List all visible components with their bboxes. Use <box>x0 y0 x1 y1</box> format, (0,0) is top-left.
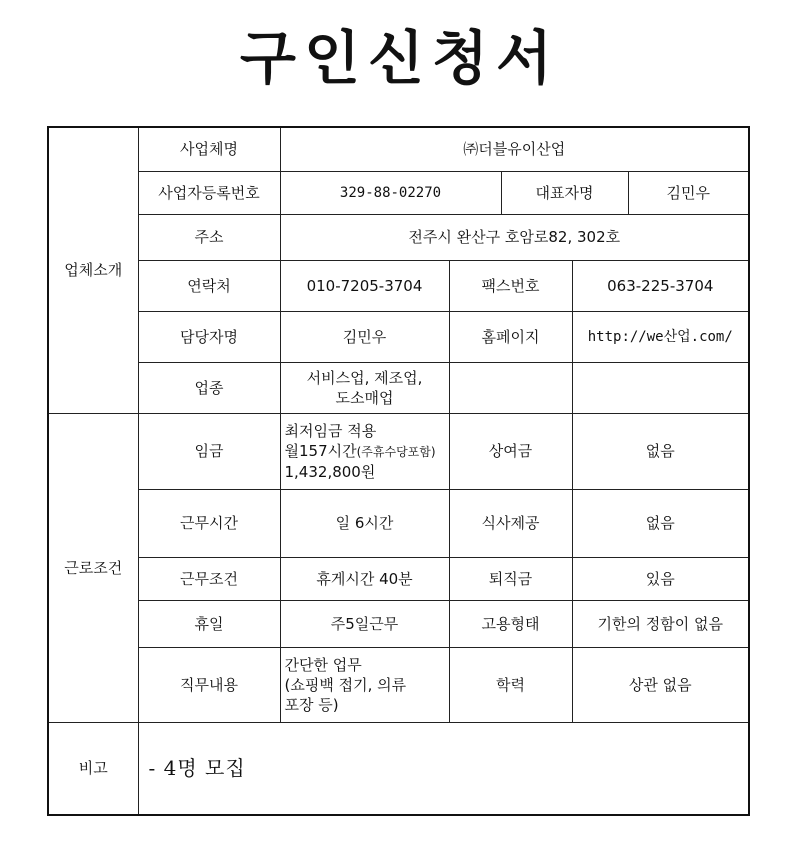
industry-line1: 서비스업, 제조업, <box>306 368 423 387</box>
homepage-label: 홈페이지 <box>449 311 572 362</box>
row-contact <box>48 260 749 311</box>
company-name-value: ㈜더블유이산업 <box>280 127 749 171</box>
ceo-value: 김민우 <box>628 171 749 214</box>
job-application-table <box>47 126 750 816</box>
reg-no-value: 329-88-02270 <box>280 171 501 214</box>
employment-value: 기한의 정함이 없음 <box>572 600 749 647</box>
bonus-label: 상여금 <box>449 413 572 489</box>
industry-empty-2 <box>572 362 749 413</box>
address-value: 전주시 완산구 호암로82, 302호 <box>280 214 749 260</box>
manager-label: 담당자명 <box>138 311 280 362</box>
industry-label: 업종 <box>138 362 280 413</box>
severance-value: 있음 <box>572 557 749 600</box>
duties-label: 직무내용 <box>138 647 280 722</box>
hours-label: 근무시간 <box>138 489 280 557</box>
wage-line2 <box>285 441 445 462</box>
holiday-label: 휴일 <box>138 600 280 647</box>
ceo-label: 대표자명 <box>501 171 628 214</box>
homepage-value: http://we산업.com/ <box>572 311 749 362</box>
row-duties <box>48 647 749 722</box>
wage-hours: 월157시간 <box>284 441 357 460</box>
contact-value: 010-7205-3704 <box>280 260 449 311</box>
fax-value: 063-225-3704 <box>572 260 749 311</box>
row-industry <box>48 362 749 413</box>
industry-line2: 도소매업 <box>335 388 394 407</box>
duties-line2: (쇼핑백 접기, 의류 <box>284 675 407 694</box>
row-remarks <box>48 722 749 815</box>
reg-no-label: 사업자등록번호 <box>138 171 280 214</box>
wage-value <box>280 413 449 489</box>
row-company-name <box>48 127 749 171</box>
row-hours <box>48 489 749 557</box>
holiday-value: 주5일근무 <box>280 600 449 647</box>
section-remarks-label: 비고 <box>48 722 138 815</box>
company-name-label: 사업체명 <box>138 127 280 171</box>
row-reg-no <box>48 171 749 214</box>
hours-value: 일 6시간 <box>280 489 449 557</box>
row-manager <box>48 311 749 362</box>
wage-line1: 최저임금 적용 <box>284 421 377 440</box>
section-company-label: 업체소개 <box>48 127 138 413</box>
wage-line3: 1,432,800원 <box>284 462 376 481</box>
industry-empty-1 <box>449 362 572 413</box>
contact-label: 연락처 <box>138 260 280 311</box>
fax-label: 팩스번호 <box>449 260 572 311</box>
education-label: 학력 <box>449 647 572 722</box>
severance-label: 퇴직금 <box>449 557 572 600</box>
duties-value <box>280 647 449 722</box>
section-work-label: 근로조건 <box>48 413 138 722</box>
wage-label: 임금 <box>138 413 280 489</box>
wage-note: (주휴수당포함) <box>356 444 436 459</box>
page-title: 구인신청서 <box>239 24 561 92</box>
employment-label: 고용형태 <box>449 600 572 647</box>
meal-label: 식사제공 <box>449 489 572 557</box>
manager-value: 김민우 <box>280 311 449 362</box>
industry-value <box>280 362 449 413</box>
row-wage <box>48 413 749 489</box>
conditions-label: 근무조건 <box>138 557 280 600</box>
bonus-value: 없음 <box>572 413 749 489</box>
conditions-value: 휴게시간 40분 <box>280 557 449 600</box>
row-address <box>48 214 749 260</box>
remarks-value: - 4명 모집 <box>138 722 749 815</box>
address-label: 주소 <box>138 214 280 260</box>
row-conditions <box>48 557 749 600</box>
duties-line1: 간단한 업무 <box>284 655 362 674</box>
education-value: 상관 없음 <box>572 647 749 722</box>
meal-value: 없음 <box>572 489 749 557</box>
duties-line3: 포장 등) <box>284 695 339 714</box>
row-holiday <box>48 600 749 647</box>
